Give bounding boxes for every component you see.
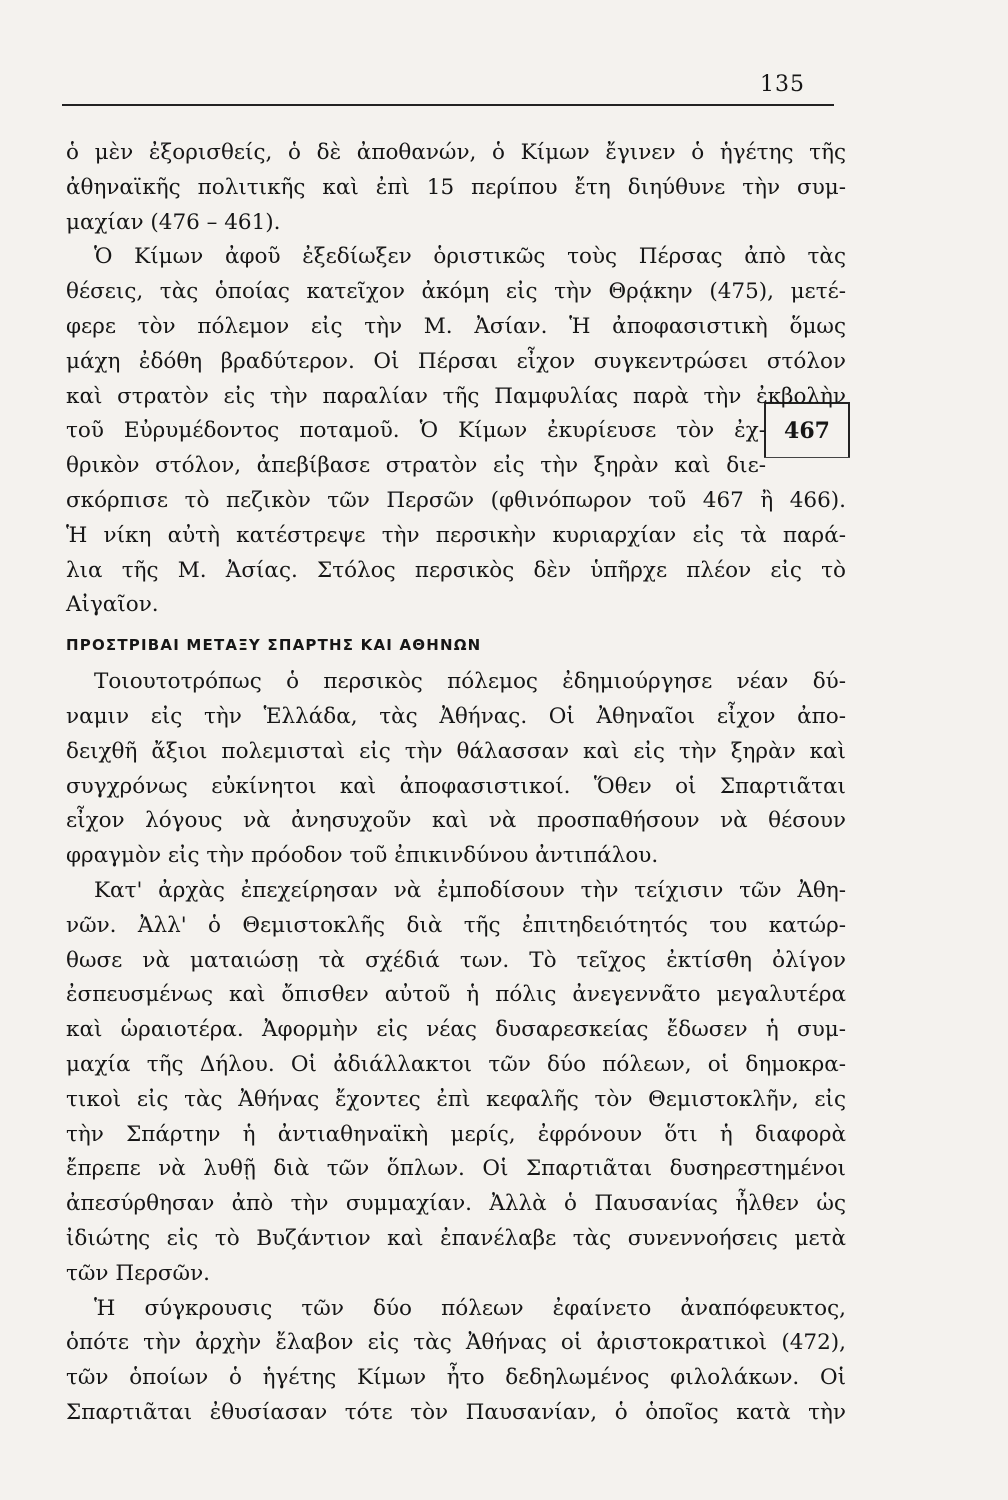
text-line: μαχία τῆς Δήλου. Οἱ ἀδιάλλακτοι τῶν δύο πόλεων, οἱ δημοκρα- bbox=[66, 1051, 846, 1077]
text-line: τῶν ὁποίων ὁ ἡγέτης Κίμων ἦτο δεδηλωμένος φιλολάκων. Οἱ bbox=[66, 1365, 846, 1391]
text-line: καὶ στρατὸν εἰς τὴν παραλίαν τῆς Παμφυλίας παρὰ τὴν ἐκβολὴν bbox=[66, 383, 846, 409]
text-line: δειχθῆ ἄξιοι πολεμισταὶ εἰς τὴν θάλασσαν καὶ εἰς τὴν ξηρὰν καὶ bbox=[66, 738, 846, 764]
text-line: Ὁ Κίμων ἀφοῦ ἐξεδίωξεν ὁριστικῶς τοὺς Πέρσας ἀπὸ τὰς bbox=[94, 244, 846, 270]
body-text bbox=[66, 136, 846, 1431]
text-line: ἐσπευσμένως καὶ ὄπισθεν αὐτοῦ ἡ πόλις ἀνεγεννᾶτο μεγαλυτέρα bbox=[66, 982, 846, 1008]
text-line: τὴν Σπάρτην ἡ ἀντιαθηναϊκὴ μερίς, ἐφρόνουν ὅτι ἡ διαφορὰ bbox=[66, 1121, 846, 1147]
text-line: ὁπότε τὴν ἀρχὴν ἔλαβον εἰς τὰς Ἀθήνας οἱ ἀριστοκρατικοὶ (472), bbox=[66, 1330, 846, 1356]
text-line: μάχη ἐδόθη βραδύτερον. Οἱ Πέρσαι εἶχον συγκεντρώσει στόλον bbox=[66, 348, 846, 374]
text-line: νῶν. Ἀλλ' ὁ Θεμιστοκλῆς διὰ τῆς ἐπιτηδειότητός του κατώρ- bbox=[66, 912, 846, 938]
text-line: ναμιν εἰς τὴν Ἑλλάδα, τὰς Ἀθήνας. Οἱ Ἀθηναῖοι εἶχον ἀπο- bbox=[66, 703, 846, 729]
text-line: τῶν Περσῶν. bbox=[66, 1260, 210, 1286]
text-line: ἀπεσύρθησαν ἀπὸ τὴν συμμαχίαν. Ἀλλὰ ὁ Παυσανίας ἦλθεν ὡς bbox=[66, 1191, 846, 1217]
text-line: φραγμὸν εἰς τὴν πρόοδον τοῦ ἐπικινδύνου ἀντιπάλου. bbox=[66, 843, 659, 869]
text-line: θρικὸν στόλον, ἀπεβίβασε στρατὸν εἰς τὴν ξηρὰν καὶ διε- bbox=[66, 453, 766, 479]
text-line: ἀθηναϊκῆς πολιτικῆς καὶ ἐπὶ 15 περίπου ἔτη διηύθυνε τὴν συμ- bbox=[66, 174, 846, 200]
text-line: Ἡ σύγκρουσις τῶν δύο πόλεων ἐφαίνετο ἀναπόφευκτος, bbox=[94, 1295, 846, 1321]
text-line: εἶχον λόγους νὰ ἀνησυχοῦν καὶ νὰ προσπαθήσουν νὰ θέσουν bbox=[66, 808, 846, 834]
page-number: 135 bbox=[760, 72, 805, 97]
text-line: ἰδιώτης εἰς τὸ Βυζάντιον καὶ ἐπανέλαβε τὰς συνεννοήσεις μετὰ bbox=[66, 1225, 846, 1251]
section-heading: ΠΡΟΣΤΡΙΒΑΙ ΜΕΤΑΞΥ ΣΠΑΡΤΗΣ ΚΑΙ ΑΘΗΝΩΝ bbox=[66, 636, 482, 655]
text-line: συγχρόνως εὐκίνητοι καὶ ἀποφασιστικοί. Ὅθεν οἱ Σπαρτιᾶται bbox=[66, 773, 846, 799]
text-line: τοῦ Εὐρυμέδοντος ποταμοῦ. Ὁ Κίμων ἐκυρίευσε τὸν ἐχ- bbox=[66, 418, 766, 444]
text-line: Αἰγαῖον. bbox=[66, 592, 159, 618]
text-line: Ἡ νίκη αὐτὴ κατέστρεψε τὴν περσικὴν κυριαρχίαν εἰς τὰ παρά- bbox=[66, 522, 846, 548]
header-rule bbox=[62, 104, 834, 106]
text-line: Σπαρτιᾶται ἐθυσίασαν τότε τὸν Παυσανίαν, ὁ ὁποῖος κατὰ τὴν bbox=[66, 1399, 846, 1425]
text-line: θέσεις, τὰς ὁποίας κατεῖχον ἀκόμη εἰς τὴν Θρᾴκην (475), μετέ- bbox=[66, 279, 846, 305]
text-line: λια τῆς Μ. Ἀσίας. Στόλος περσικὸς δὲν ὑπῆρχε πλέον εἰς τὸ bbox=[66, 557, 846, 583]
text-line: ἔπρεπε νὰ λυθῇ διὰ τῶν ὅπλων. Οἱ Σπαρτιᾶται δυσηρεστημένοι bbox=[66, 1156, 846, 1182]
text-line: θωσε νὰ ματαιώσῃ τὰ σχέδιά των. Τὸ τεῖχος ἐκτίσθη ὀλίγον bbox=[66, 947, 846, 973]
margin-date-note: 467 bbox=[764, 402, 850, 458]
text-line: φερε τὸν πόλεμον εἰς τὴν Μ. Ἀσίαν. Ἡ ἀποφασιστικὴ ὅμως bbox=[66, 313, 846, 339]
text-line: Κατ' ἀρχὰς ἐπεχείρησαν νὰ ἐμποδίσουν τὴν τείχισιν τῶν Ἀθη- bbox=[94, 877, 846, 903]
text-line: τικοὶ εἰς τὰς Ἀθήνας ἔχοντες ἐπὶ κεφαλῆς τὸν Θεμιστοκλῆν, εἰς bbox=[66, 1086, 846, 1112]
text-line: καὶ ὡραιοτέρα. Ἀφορμὴν εἰς νέας δυσαρεσκείας ἔδωσεν ἡ συμ- bbox=[66, 1017, 846, 1043]
text-line: σκόρπισε τὸ πεζικὸν τῶν Περσῶν (φθινόπωρον τοῦ 467 ἢ 466). bbox=[66, 487, 846, 513]
text-line: ὁ μὲν ἐξορισθείς, ὁ δὲ ἀποθανών, ὁ Κίμων ἔγινεν ὁ ἡγέτης τῆς bbox=[66, 140, 846, 165]
text-line: μαχίαν (476 – 461). bbox=[66, 209, 281, 235]
text-line: Τοιουτοτρόπως ὁ περσικὸς πόλεμος ἐδημιούργησε νέαν δύ- bbox=[94, 669, 846, 695]
